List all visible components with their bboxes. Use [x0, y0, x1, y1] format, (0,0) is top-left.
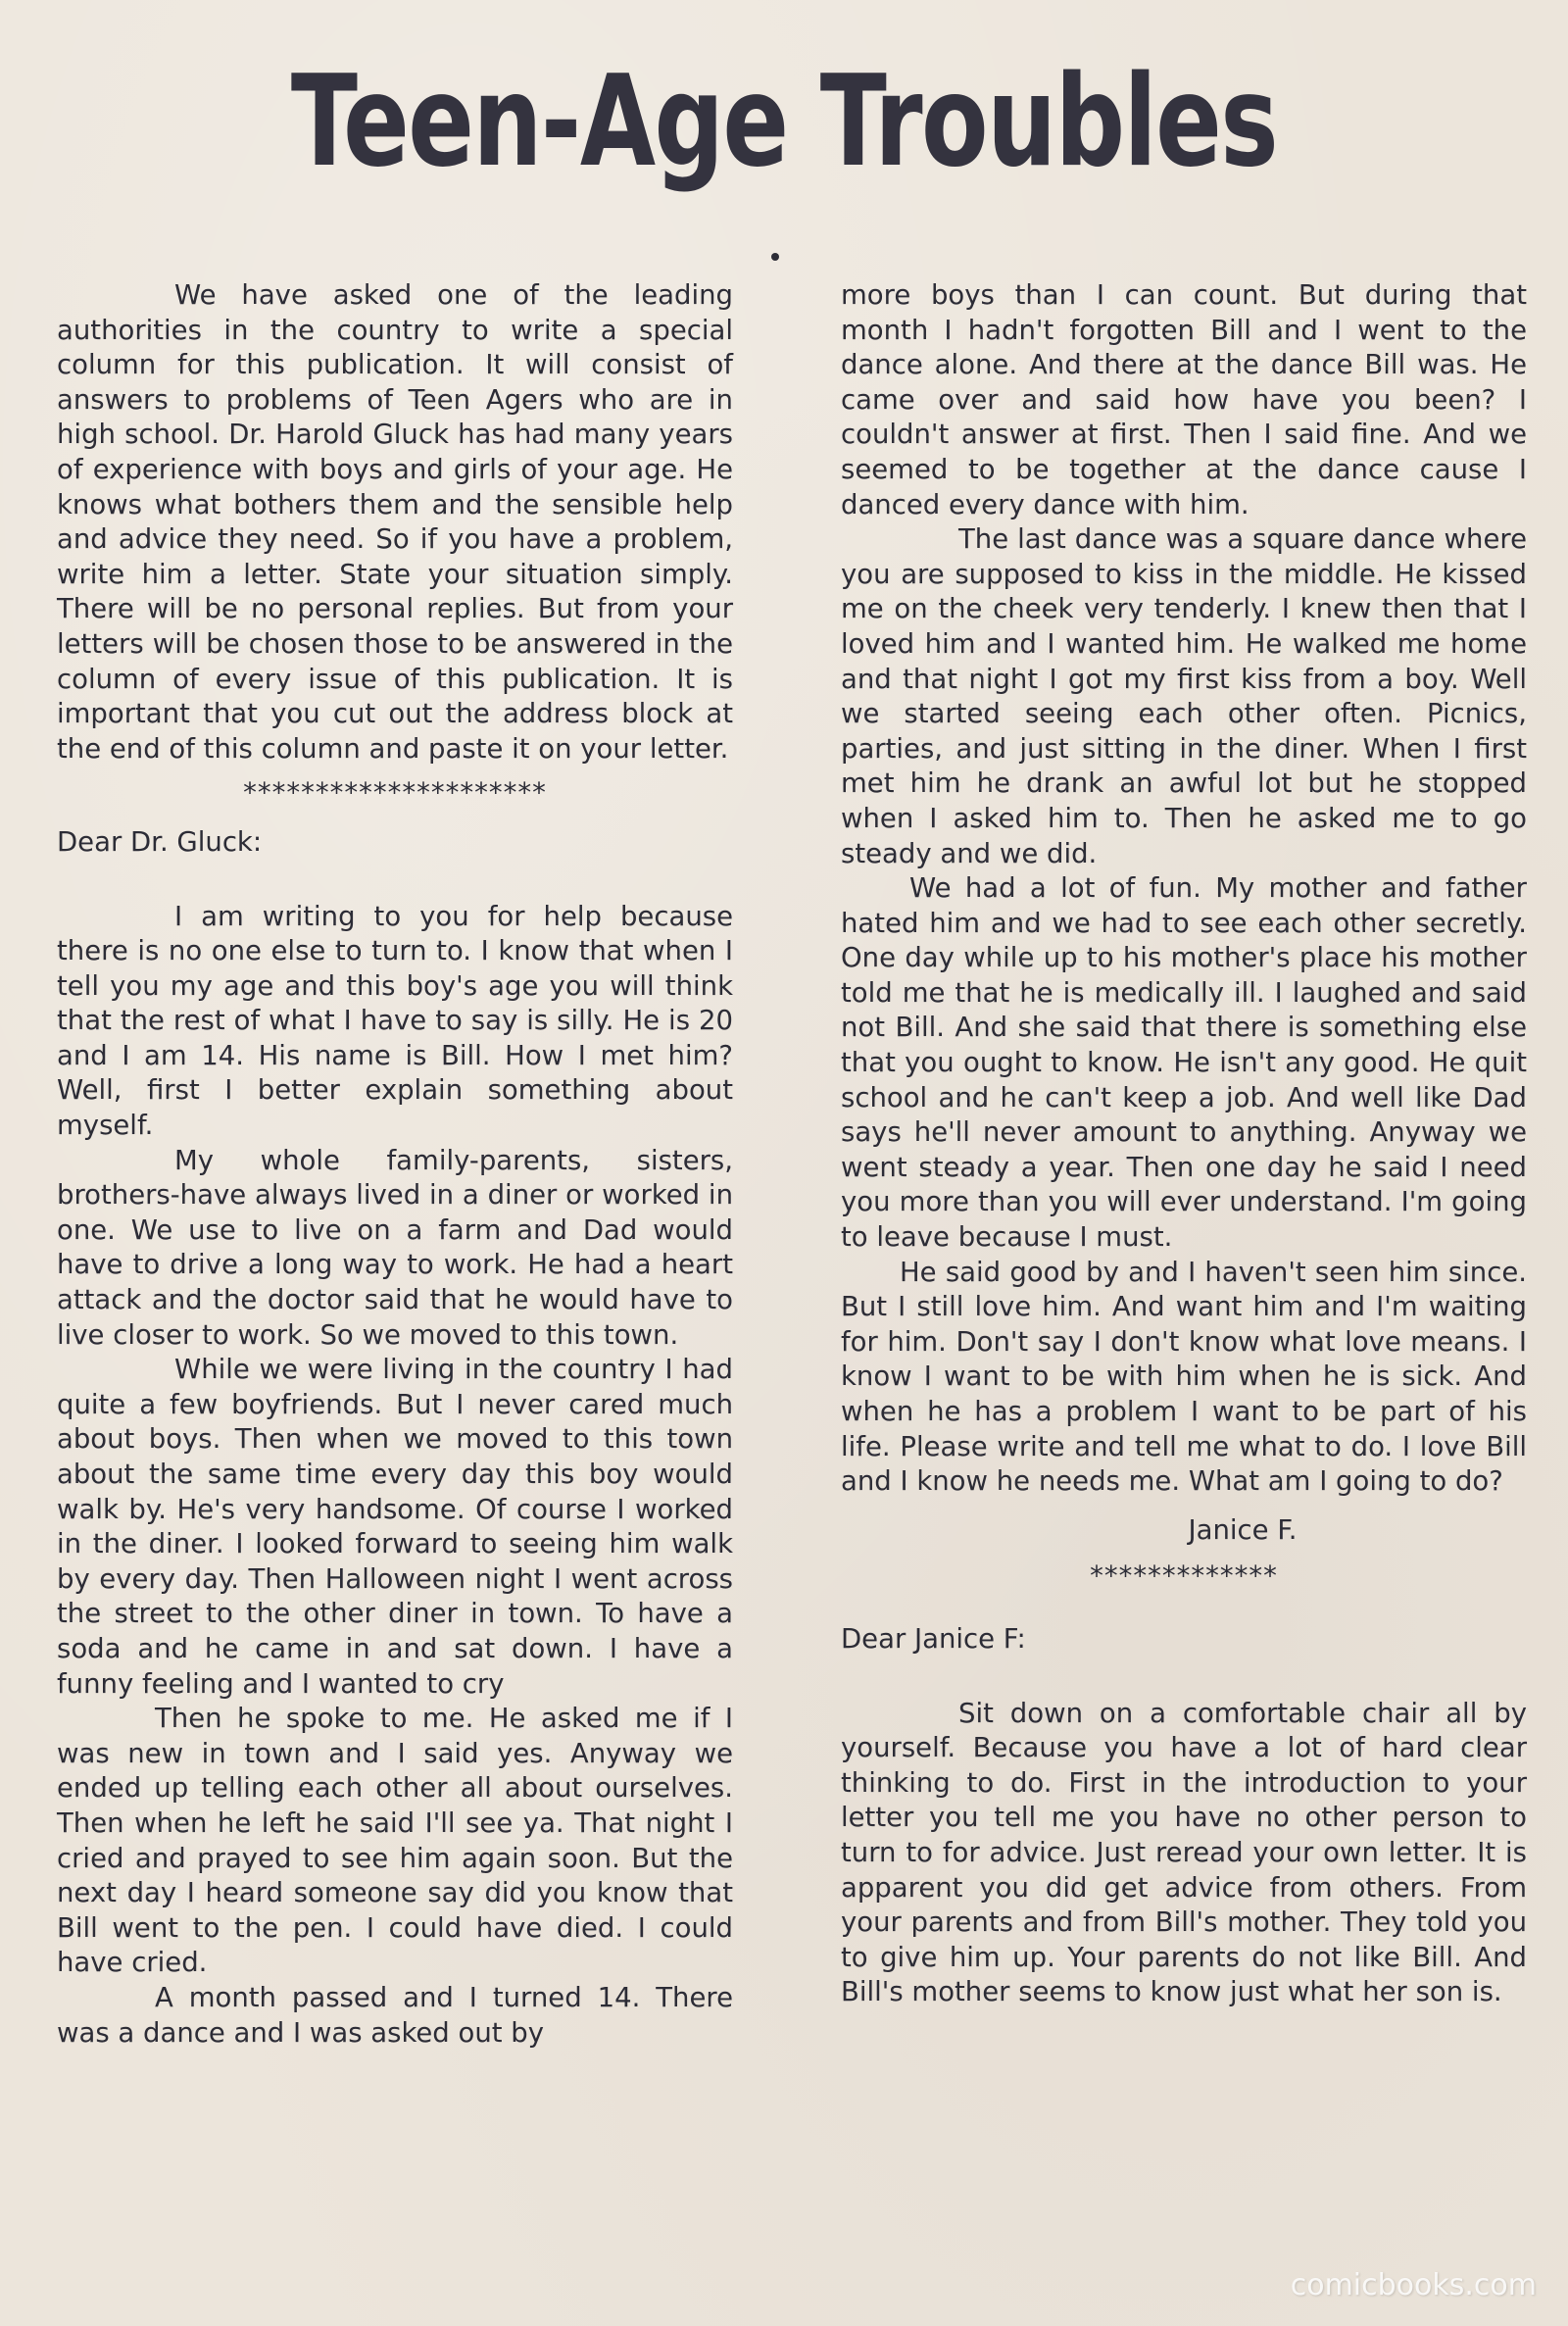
reply-paragraph: Sit down on a comfortable chair all by yourself. Because you have a lot of hard clear thinking to do. First in the introduction to your letter you tell me you have no other person to turn to for advice. Just reread your own letter. It is apparent you did get advice from others. From your parents and from Bill's mother. They told you to give him up. Your parents do not like Bill. And Bill's mother seems to know just what her son is.	[841, 1697, 1527, 2008]
letter-paragraph: My whole family-parents, sisters, brothers-have always lived in a diner or worked in one. We use to live on a farm and Dad would have to drive a long way to work. He had a heart attack and the doctor said that he would have to live closer to work. So we moved to this town.	[57, 1144, 733, 1351]
letter-salutation: Dear Dr. Gluck:	[57, 825, 263, 858]
letter-paragraph: The last dance was a square dance where you are supposed to kiss in the middle. He kissed me on the cheek very tenderly. I knew then that I loved him and I wanted him. He walked me home and that night I got my first kiss from a boy. Well we started seeing each other often. Picnics, parties, and just sitting in the diner. When I first met him he drank an awful lot but he stopped when I asked him to. Then he asked me to go steady and we did.	[841, 523, 1527, 869]
left-column	[57, 278, 733, 2051]
section-separator: *********************	[243, 777, 547, 810]
decorative-dot	[771, 253, 779, 261]
reply-salutation: Dear Janice F:	[841, 1622, 1026, 1655]
watermark: comicbooks.com	[1290, 2268, 1537, 2302]
page-title: Teen-Age Troubles	[290, 49, 1278, 195]
letter-paragraph: I am writing to you for help because there is no one else to turn to. I know that when I tell you my age and this boy's age you will think that the rest of what I have to say is silly. He is 20 and I am 14. His name is Bill. How I met him? Well, first I better explain something about myself.	[57, 900, 733, 1142]
intro-paragraph: We have asked one of the leading authorities in the country to write a special column for this publication. It will consist of answers to problems of Teen Agers who are in high school. Dr. Harold Gluck has had many years of experience with boys and girls of your age. He knows what bothers them and the sensible help and advice they need. So if you have a problem, write him a letter. State your situation simply. There will be no personal replies. But from your letters will be chosen those to be answered in the column of every issue of this publication. It is important that you cut out the address block at the end of this column and paste it on your letter.	[57, 279, 733, 765]
letter-signature: Janice F.	[1188, 1513, 1298, 1546]
letter-paragraph: While we were living in the country I had quite a few boyfriends. But I never cared much about boys. Then when we moved to this town about the same time every day this boy would walk by. He's very handsome. Of course I worked in the diner. I looked forward to seeing him walk by every day. Then Halloween night I went across the street to the other diner in town. To have a soda and he came in and sat down. I have a funny feeling and I wanted to cry	[57, 1354, 733, 1700]
letter-paragraph: He said good by and I haven't seen him since. But I still love him. And want him and I'm waiting for him. Don't say I don't know what love means. I know I want to be with him when he is sick. And when he has a problem I want to be part of his life. Please write and tell me what to do. I love Bill and I know he needs me. What am I going to do?	[841, 1256, 1527, 1498]
right-column	[841, 278, 1527, 2010]
letter-paragraph-continued: A month passed and I turned 14. There was a dance and I was asked out by	[57, 1981, 733, 2049]
section-separator: *************	[1090, 1560, 1278, 1593]
letter-paragraph: We had a lot of fun. My mother and father hated him and we had to see each other secretly. One day while up to his mother's place his mother told me that he is medically ill. I laughed and said not Bill. And she said that there is something else that you ought to know. He isn't any good. He quit school and he can't keep a job. And well like Dad says he'll never amount to anything. Anyway we went steady a year. Then one day he said I need you more than you will ever understand. I'm going to leave because I must.	[841, 872, 1527, 1254]
letter-paragraph: Then he spoke to me. He asked me if I was new in town and I said yes. Anyway we ended up telling each other all about ourselves. Then when he left he said I'll see ya. That night I cried and prayed to see him again soon. But the next day I heard someone say did you know that Bill went to the pen. I could have died. I could have cried.	[57, 1703, 733, 1979]
letter-paragraph-continuation: more boys than I can count. But during that month I hadn't forgotten Bill and I went to the dance alone. And there at the dance Bill was. He came over and said how have you been? I couldn't answer at first. Then I said fine. And we seemed to be together at the dance cause I danced every dance with him.	[841, 279, 1527, 520]
